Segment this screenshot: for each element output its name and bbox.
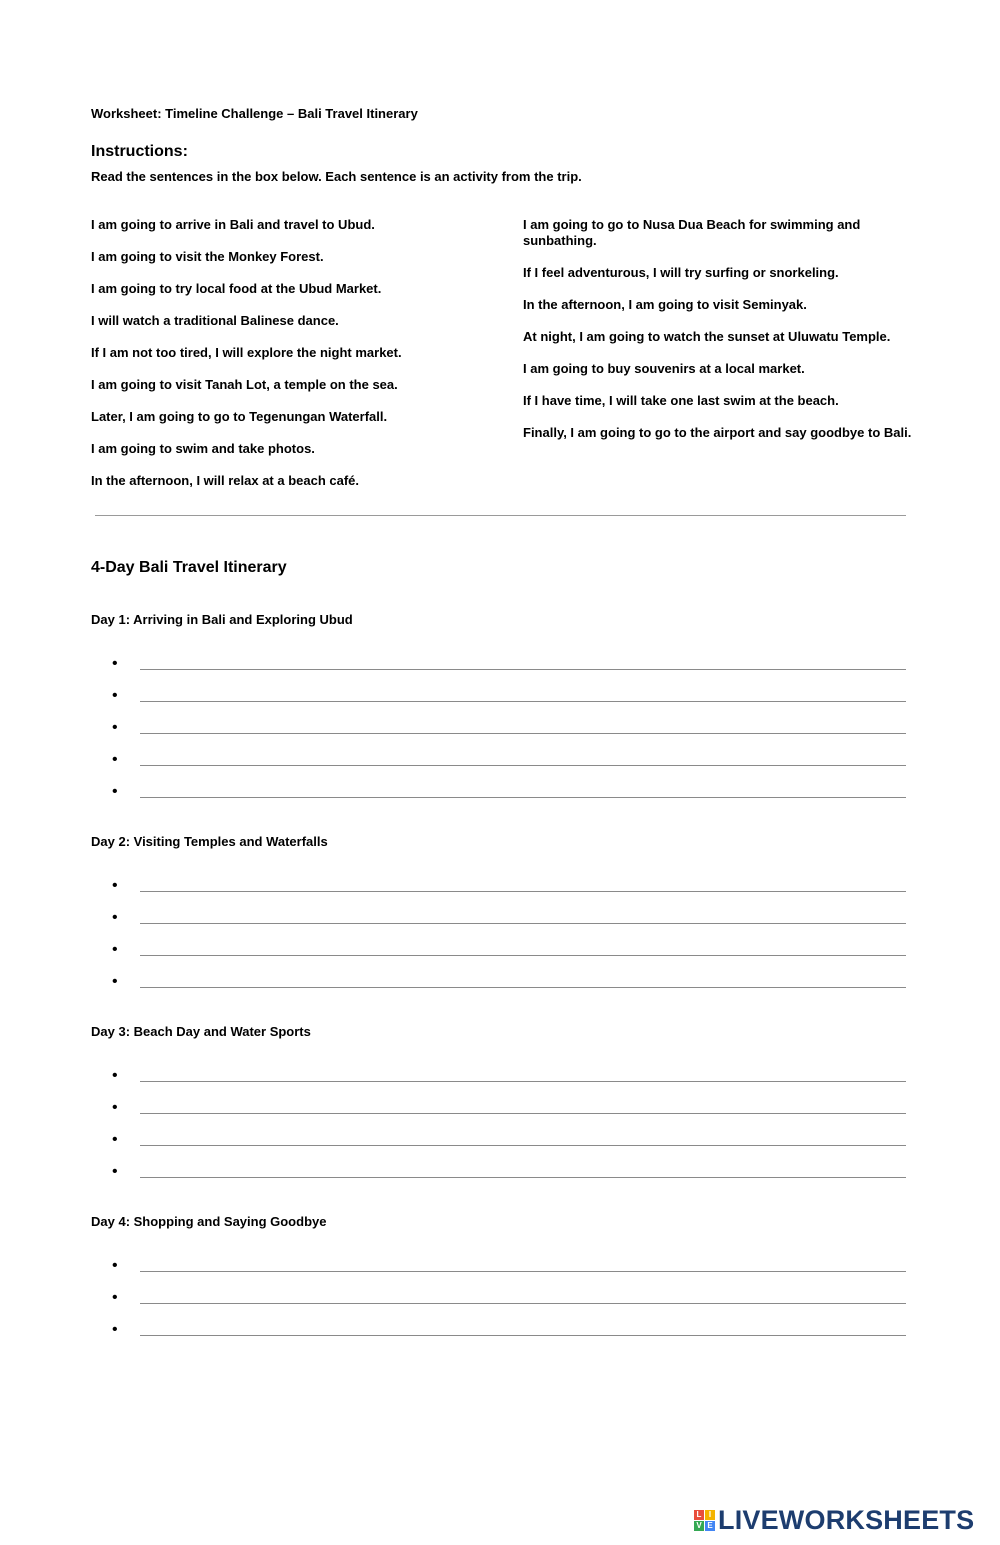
sentence: If I feel adventurous, I will try surfing or snorkeling. <box>523 265 839 280</box>
sentence: I am going to try local food at the Ubud Market. <box>91 281 382 296</box>
logo-mark-cell: E <box>705 1521 715 1531</box>
bullet: • <box>112 687 118 704</box>
answer-line[interactable] <box>112 942 906 962</box>
answer-line[interactable] <box>112 720 906 740</box>
bullet: • <box>112 1131 118 1148</box>
answer-underline[interactable] <box>140 733 906 734</box>
answer-underline[interactable] <box>140 797 906 798</box>
sentence: I will watch a traditional Balinese dance. <box>91 313 339 328</box>
sentence: I am going to visit the Monkey Forest. <box>91 249 324 264</box>
instructions-text: Read the sentences in the box below. Each sentence is an activity from the trip. <box>91 169 582 184</box>
bullet: • <box>112 1099 118 1116</box>
day-2-title: Day 2: Visiting Temples and Waterfalls <box>91 834 328 849</box>
sentence: I am going to arrive in Bali and travel to Ubud. <box>91 217 375 232</box>
bullet: • <box>112 719 118 736</box>
bullet: • <box>112 1163 118 1180</box>
logo-mark-cell: I <box>705 1510 715 1520</box>
answer-line[interactable] <box>112 1068 906 1088</box>
instructions-heading: Instructions: <box>91 143 188 160</box>
answer-underline[interactable] <box>140 1177 906 1178</box>
sentence: Finally, I am going to go to the airport and say goodbye to Bali. <box>523 425 912 440</box>
bullet: • <box>112 751 118 768</box>
sentence: If I have time, I will take one last swim at the beach. <box>523 393 839 408</box>
answer-line[interactable] <box>112 878 906 898</box>
bullet: • <box>112 877 118 894</box>
sentence: I am going to go to Nusa Dua Beach for swimming and sunbathing. <box>523 217 861 248</box>
answer-underline[interactable] <box>140 765 906 766</box>
answer-line[interactable] <box>112 910 906 930</box>
answer-underline[interactable] <box>140 1145 906 1146</box>
answer-line[interactable] <box>112 784 906 804</box>
answer-underline[interactable] <box>140 1081 906 1082</box>
answer-underline[interactable] <box>140 1335 906 1336</box>
sentence: At night, I am going to watch the sunset at Uluwatu Temple. <box>523 329 891 344</box>
answer-underline[interactable] <box>140 1113 906 1114</box>
logo-text: LIVEWORKSHEETS <box>718 1504 975 1535</box>
sentence-column-right <box>523 217 913 457</box>
sentence: In the afternoon, I will relax at a beach café. <box>91 473 360 488</box>
answer-underline[interactable] <box>140 1271 906 1272</box>
answer-underline[interactable] <box>140 669 906 670</box>
liveworksheets-logo-icon <box>694 1510 715 1531</box>
sentence: If I am not too tired, I will explore the night market. <box>91 345 402 360</box>
answer-underline[interactable] <box>140 987 906 988</box>
section-divider <box>95 515 906 516</box>
day-3-title: Day 3: Beach Day and Water Sports <box>91 1024 311 1039</box>
itinerary-title: 4-Day Bali Travel Itinerary <box>91 559 287 576</box>
answer-line[interactable] <box>112 752 906 772</box>
answer-line[interactable] <box>112 1290 906 1310</box>
answer-line[interactable] <box>112 656 906 676</box>
logo-mark-cell: L <box>694 1510 704 1520</box>
bullet: • <box>112 1289 118 1306</box>
bullet: • <box>112 1067 118 1084</box>
answer-line[interactable] <box>112 1132 906 1152</box>
bullet: • <box>112 973 118 990</box>
answer-underline[interactable] <box>140 1303 906 1304</box>
answer-underline[interactable] <box>140 891 906 892</box>
answer-line[interactable] <box>112 1258 906 1278</box>
answer-line[interactable] <box>112 688 906 708</box>
bullet: • <box>112 1257 118 1274</box>
answer-line[interactable] <box>112 1164 906 1184</box>
sentence: I am going to buy souvenirs at a local market. <box>523 361 805 376</box>
answer-underline[interactable] <box>140 701 906 702</box>
sentence-column-left <box>91 217 491 505</box>
worksheet-title: Worksheet: Timeline Challenge – Bali Travel Itinerary <box>91 106 418 121</box>
bullet: • <box>112 909 118 926</box>
sentence: I am going to swim and take photos. <box>91 441 315 456</box>
day-4-title: Day 4: Shopping and Saying Goodbye <box>91 1214 327 1229</box>
answer-line[interactable] <box>112 1100 906 1120</box>
bullet: • <box>112 783 118 800</box>
answer-underline[interactable] <box>140 955 906 956</box>
logo-mark-cell: V <box>694 1521 704 1531</box>
answer-line[interactable] <box>112 974 906 994</box>
day-1-title: Day 1: Arriving in Bali and Exploring Ubud <box>91 612 353 627</box>
bullet: • <box>112 1321 118 1338</box>
sentence: Later, I am going to go to Tegenungan Waterfall. <box>91 409 388 424</box>
bullet: • <box>112 941 118 958</box>
sentence: I am going to visit Tanah Lot, a temple on the sea. <box>91 377 398 392</box>
sentence: In the afternoon, I am going to visit Seminyak. <box>523 297 807 312</box>
bullet: • <box>112 655 118 672</box>
liveworksheets-logo[interactable] <box>694 1505 974 1535</box>
answer-underline[interactable] <box>140 923 906 924</box>
answer-line[interactable] <box>112 1322 906 1342</box>
